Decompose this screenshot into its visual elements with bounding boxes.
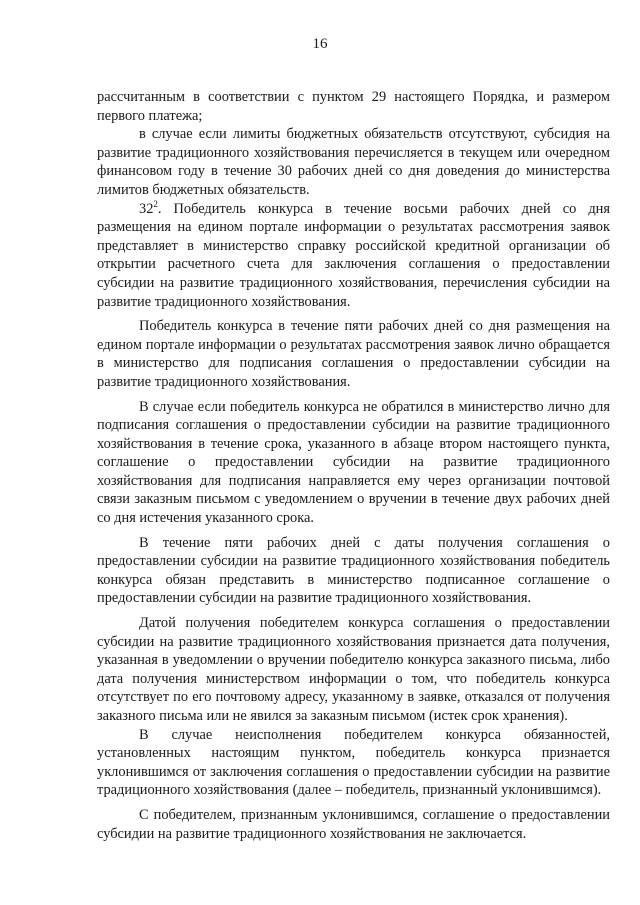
page-number: 16 — [312, 36, 328, 52]
paragraph-clause-32-2 — [97, 200, 610, 312]
paragraph-budget-limits: в случае если лимиты бюджетных обязательств отсутствуют, субсидия на развитие традиционного хозяйствования перечисляется в текущем или очередном финансовом году в течение 30 рабочих дней со дня доведения до министерства лимитов бюджетных обязательств. — [97, 126, 610, 198]
paragraph-receipt-date: Датой получения победителем конкурса соглашения о предоставлении субсидии на развитие традиционного хозяйствования признается дата получения, указанная в уведомлении о вручении победителю конкурса заказного письма, либо дата получения министерством информации о том, что победитель конкурса отсутствует по его почтовому адресу, указанному в заявке, отказался от получения заказного письма или не явился за заказным письмом (истек срок хранения). — [97, 615, 610, 724]
paragraph-mail-delivery: В случае если победитель конкурса не обратился в министерство лично для подписания соглашения о предоставлении субсидии на развитие традиционного хозяйствования в течение срока, указанного в абзаце втором настоящего пункта, соглашение о предоставлении субсидии на развитие традиционного хозяйствования для подписания направляется ему через организации почтовой связи заказным письмом с уведомлением о вручении в течение двух рабочих дней со дня истечения указанного срока. — [97, 398, 610, 527]
paragraph-no-agreement: С победителем, признанным уклонившимся, соглашение о предоставлении субсидии на развитие традиционного хозяйствования не заключается. — [97, 806, 610, 842]
document-body — [97, 88, 610, 843]
paragraph-continuation: рассчитанным в соответствии с пунктом 29 настоящего Порядка, и размером первого платежа; — [97, 89, 610, 124]
paragraph-winner-visit: Победитель конкурса в течение пяти рабочих дней со дня размещения на едином портале информации о результатах рассмотрения заявок лично обращается в министерство для подписания соглашения о предоставлении субсидии на развитие традиционного хозяйствования. — [97, 318, 610, 390]
clause-superscript: 2 — [153, 198, 158, 209]
paragraph-evasion: В случае неисполнения победителем конкурса обязанностей, установленных настоящим пунктом, победитель конкурса признается уклонившимся от заключения соглашения о предоставлении субсидии на развитие традиционного хозяйствования (далее – победитель, признанный уклонившимся). — [97, 726, 610, 799]
clause-number: 32 — [139, 200, 154, 217]
clause-text: . Победитель конкурса в течение восьми рабочих дней со дня размещения на едином портале информации о результатах рассмотрения заявок представляет в министерство справку российской кредитной организации об открытии расчетного счета для заключения соглашения о предоставлении субсидии на развитие традиционного хозяйствования, перечисления субсидии на развитие традиционного хозяйствования. — [97, 200, 610, 310]
paragraph-signing-deadline: В течение пяти рабочих дней с даты получения соглашения о предоставлении субсидии на развитие традиционного хозяйствования победитель конкурса обязан представить в министерство подписанное соглашение о предоставлении субсидии на развитие традиционного хозяйствования. — [97, 534, 610, 607]
